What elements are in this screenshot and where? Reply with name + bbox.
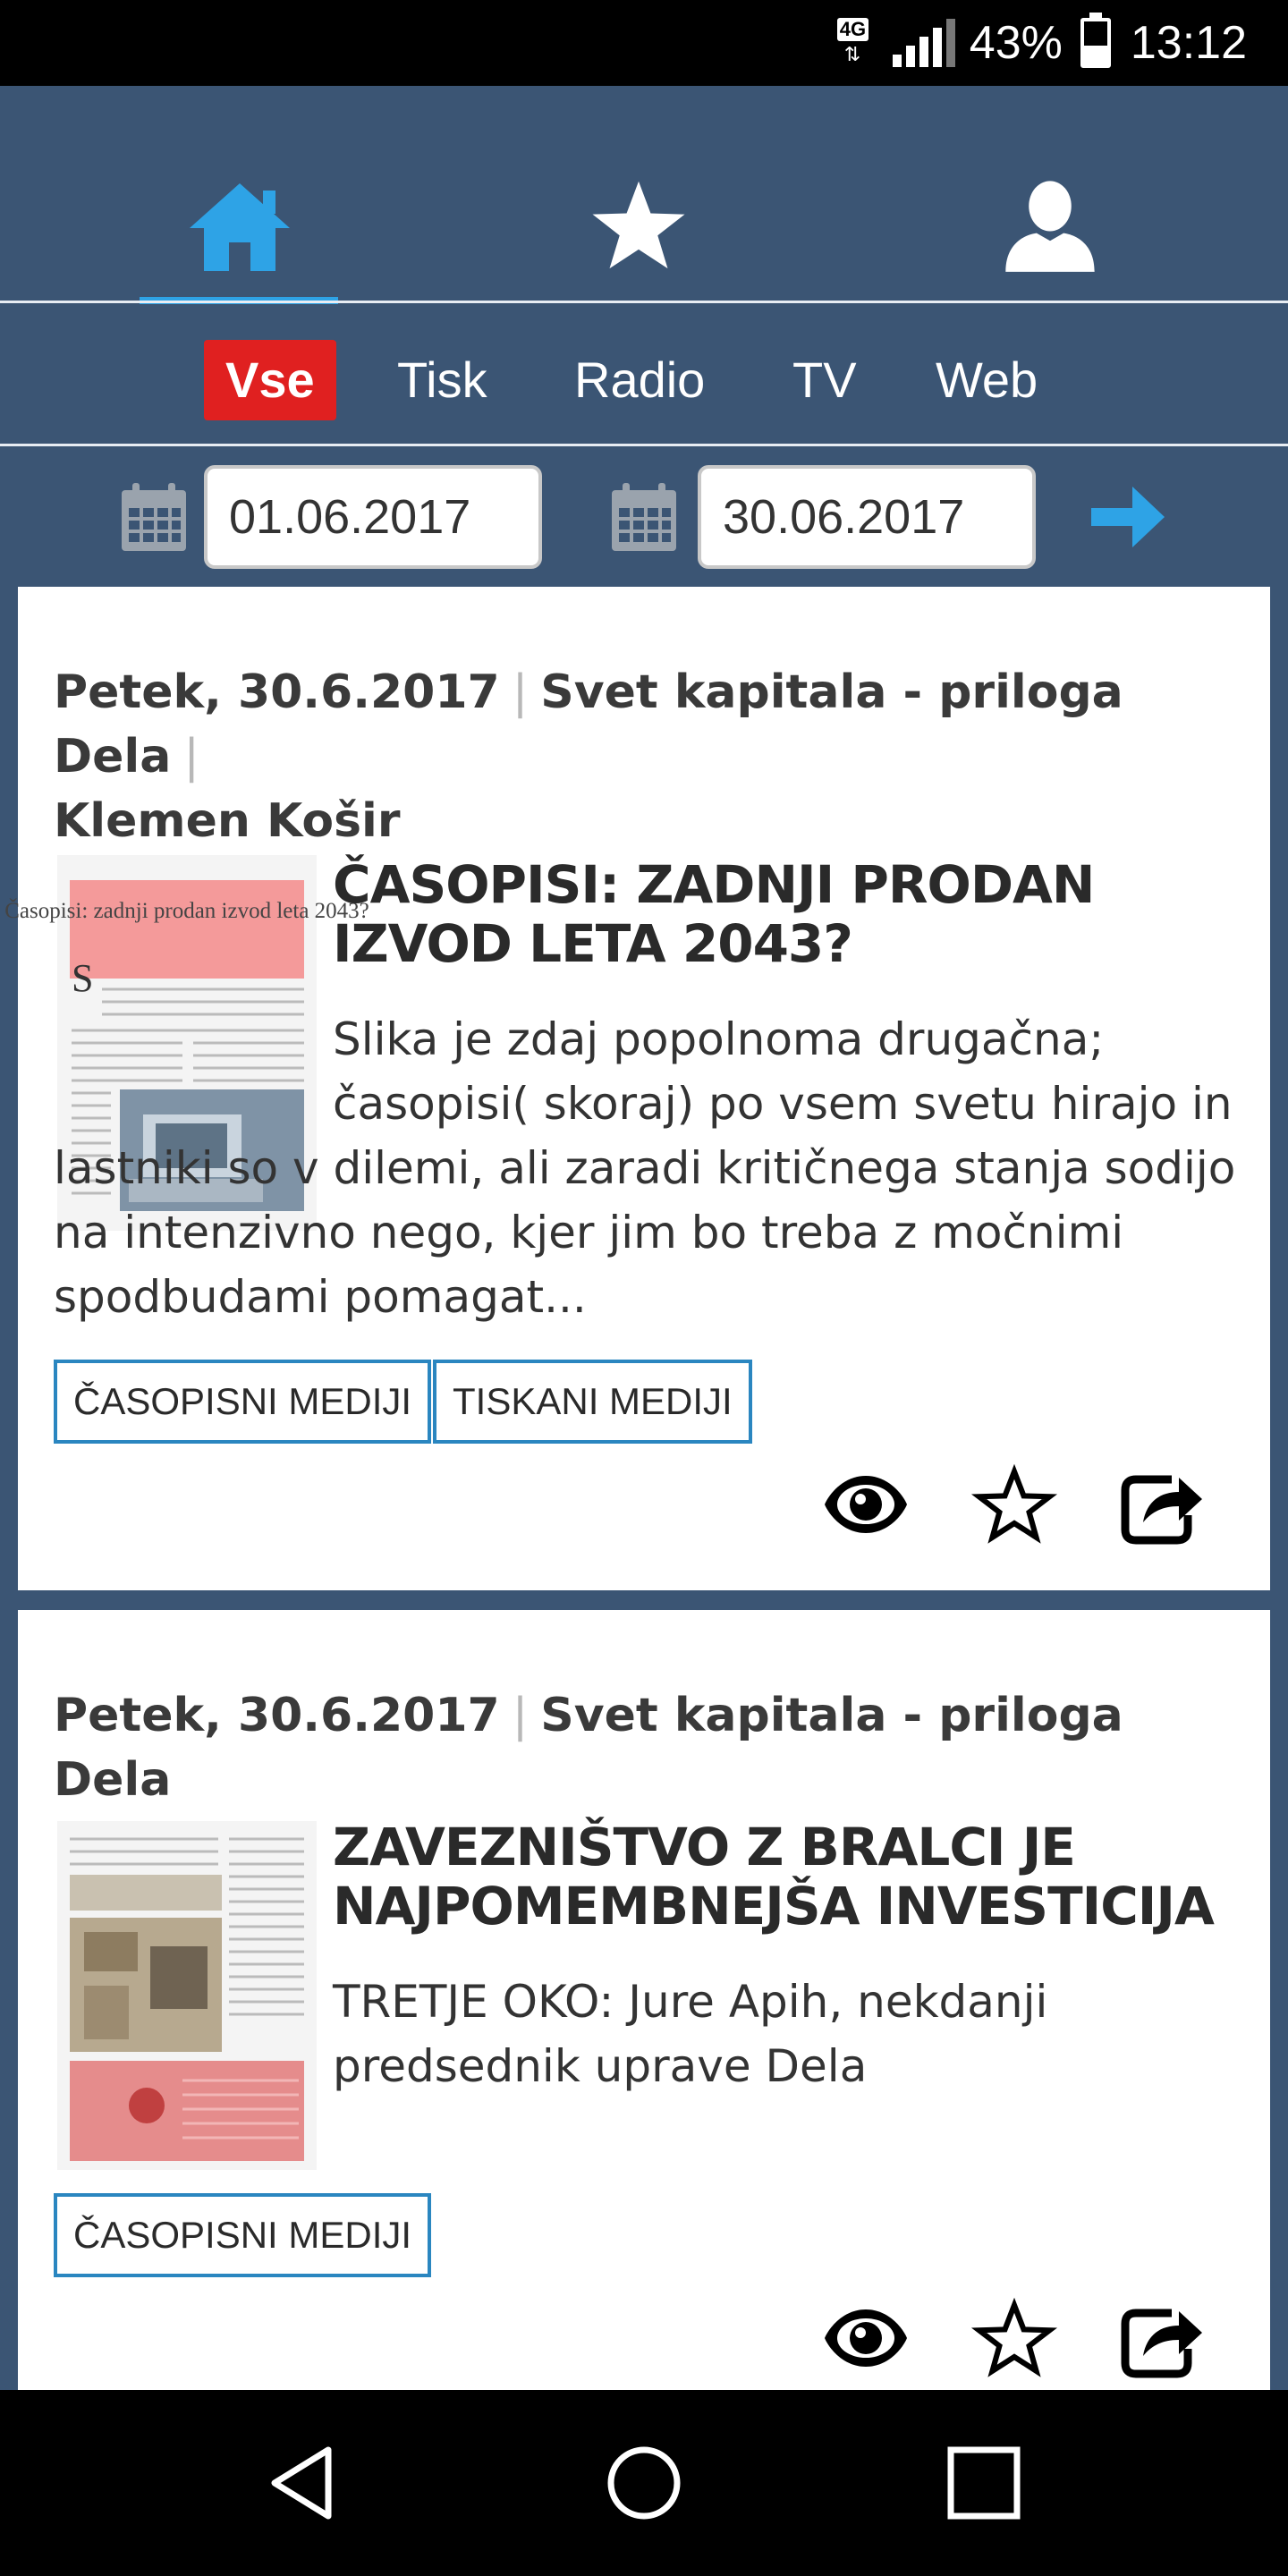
- network-4g-icon: 4G ⇅: [837, 18, 878, 68]
- signal-icon: [893, 19, 955, 67]
- favorites-star-icon[interactable]: [585, 172, 692, 279]
- battery-percent: 43%: [969, 17, 1063, 69]
- home-icon[interactable]: [186, 174, 293, 281]
- thumbnail-caption: Časopisi: zadnji prodan izvod leta 2043?: [4, 899, 369, 923]
- article-card[interactable]: [18, 1610, 1270, 2390]
- eye-icon[interactable]: [823, 1462, 909, 1547]
- tag-casopisni-mediji[interactable]: ČASOPISNI MEDIJI: [54, 2193, 431, 2277]
- status-bar: [0, 0, 1288, 86]
- article-author: Klemen Košir: [54, 794, 401, 848]
- eye-icon[interactable]: [823, 2295, 909, 2381]
- article-title[interactable]: ČASOPISI: ZADNJI PRODAN IZVOD LETA 2043?: [333, 854, 1095, 974]
- tab-tisk[interactable]: Tisk: [397, 352, 487, 408]
- calendar-icon[interactable]: [610, 481, 678, 553]
- back-icon[interactable]: [258, 2436, 351, 2529]
- tab-vse[interactable]: Vse: [204, 340, 336, 420]
- tag-casopisni-mediji[interactable]: ČASOPISNI MEDIJI: [54, 1360, 431, 1444]
- calendar-icon[interactable]: [120, 481, 188, 553]
- article-excerpt: TRETJE OKO: Jure Apih, nekdanji predsednik uprave Dela: [333, 1976, 1048, 2092]
- system-navigation-bar: [0, 2390, 1288, 2576]
- article-meta: Petek, 30.6.2017 | Svet kapitala - priloga Dela: [54, 1689, 1123, 1807]
- article-date: Petek, 30.6.2017: [54, 665, 500, 719]
- article-title[interactable]: ZAVEZNIŠTVO Z BRALCI JE NAJPOMEMBNEJŠA INVESTICIJA: [333, 1817, 1214, 1936]
- tab-web[interactable]: Web: [936, 352, 1038, 408]
- date-to-field[interactable]: 30.06.2017: [698, 465, 1036, 569]
- home-circle-icon[interactable]: [597, 2436, 691, 2529]
- star-outline-icon[interactable]: [971, 1462, 1057, 1547]
- share-icon[interactable]: [1120, 2295, 1206, 2381]
- battery-icon: [1080, 18, 1111, 68]
- article-source: Svet kapitala - priloga Dela: [54, 1689, 1123, 1807]
- date-from-field[interactable]: 01.06.2017: [204, 465, 542, 569]
- user-profile-icon[interactable]: [996, 172, 1104, 279]
- tag-tiskani-mediji[interactable]: TISKANI MEDIJI: [433, 1360, 752, 1444]
- clock: 13:12: [1130, 17, 1247, 69]
- article-meta: Petek, 30.6.2017 | Svet kapitala - priloga Dela | Klemen Košir: [54, 665, 1123, 848]
- article-date: Petek, 30.6.2017: [54, 1689, 500, 1742]
- tab-tv[interactable]: TV: [792, 352, 857, 408]
- recents-icon[interactable]: [937, 2436, 1030, 2529]
- article-card[interactable]: [4, 587, 1270, 1590]
- article-excerpt: Slika je zdaj popolnoma drugačna; časopisi( skoraj) po vsem svetu hirajo in lastniki so v dilemi, ali zaradi kritičnega stanja sodijo na intenzivno nego, kjer jim bo treba z močnimi spodbudami pomagat...: [54, 1013, 1236, 1323]
- share-icon[interactable]: [1120, 1462, 1206, 1547]
- media-type-tabs: [0, 304, 1288, 444]
- star-outline-icon[interactable]: [971, 2295, 1057, 2381]
- tab-radio[interactable]: Radio: [574, 352, 706, 408]
- article-thumbnail: [57, 1821, 317, 2170]
- apply-arrow-icon[interactable]: [1089, 483, 1166, 551]
- article-source: Svet kapitala - priloga Dela: [54, 665, 1123, 784]
- date-filter: [0, 447, 1288, 587]
- svg-text:S: S: [72, 956, 94, 1000]
- divider: [0, 444, 1288, 446]
- top-navigation: [0, 86, 1288, 302]
- divider: [0, 301, 1288, 303]
